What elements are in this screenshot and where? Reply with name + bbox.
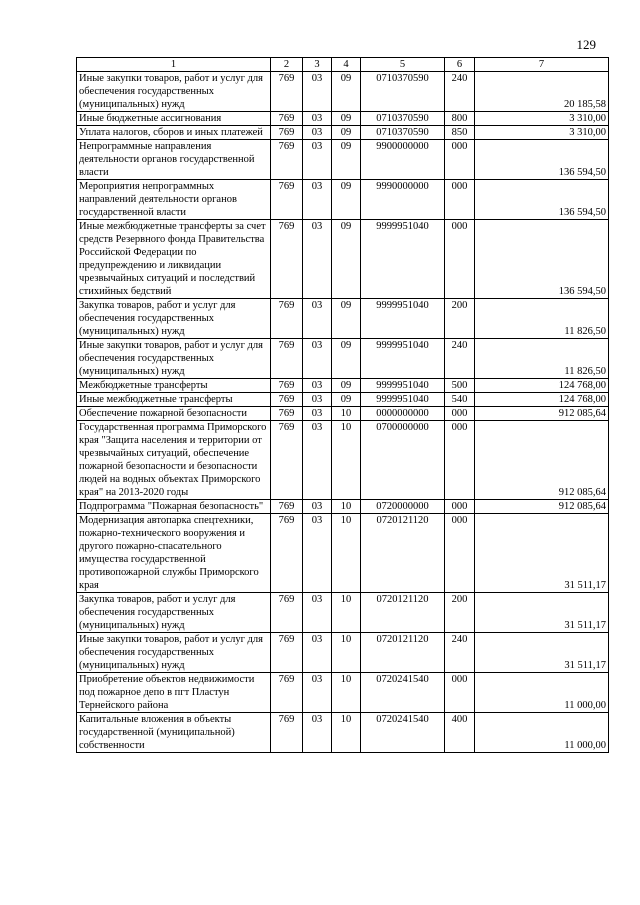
amount: 136 594,50	[475, 220, 609, 299]
section-code: 03	[303, 126, 332, 140]
section-code: 03	[303, 633, 332, 673]
section-code: 03	[303, 180, 332, 220]
expense-type-code: 200	[445, 593, 475, 633]
amount: 3 310,00	[475, 112, 609, 126]
expense-type-code: 000	[445, 407, 475, 421]
expense-type-code: 850	[445, 126, 475, 140]
row-name: Обеспечение пожарной безопасности	[77, 407, 271, 421]
section-code: 03	[303, 407, 332, 421]
target-article-code: 9900000000	[361, 140, 445, 180]
target-article-code: 0000000000	[361, 407, 445, 421]
expense-type-code: 800	[445, 112, 475, 126]
subsection-code: 10	[332, 593, 361, 633]
target-article-code: 0720121120	[361, 633, 445, 673]
amount: 31 511,17	[475, 593, 609, 633]
target-article-code: 9999951040	[361, 220, 445, 299]
section-code: 03	[303, 220, 332, 299]
section-code: 03	[303, 72, 332, 112]
subsection-code: 10	[332, 673, 361, 713]
target-article-code: 9999951040	[361, 379, 445, 393]
row-name: Межбюджетные трансферты	[77, 379, 271, 393]
amount: 11 000,00	[475, 673, 609, 713]
section-code: 03	[303, 339, 332, 379]
ministry-code: 769	[271, 126, 303, 140]
row-name: Приобретение объектов недвижимости под пожарное депо в пгт Пластун Тернейского района	[77, 673, 271, 713]
subsection-code: 09	[332, 180, 361, 220]
row-name: Уплата налогов, сборов и иных платежей	[77, 126, 271, 140]
section-code: 03	[303, 299, 332, 339]
expense-type-code: 400	[445, 713, 475, 753]
ministry-code: 769	[271, 514, 303, 593]
section-code: 03	[303, 393, 332, 407]
section-code: 03	[303, 140, 332, 180]
row-name: Иные межбюджетные трансферты	[77, 393, 271, 407]
expense-type-code: 240	[445, 72, 475, 112]
ministry-code: 769	[271, 673, 303, 713]
expense-type-code: 240	[445, 339, 475, 379]
amount: 31 511,17	[475, 514, 609, 593]
section-code: 03	[303, 112, 332, 126]
ministry-code: 769	[271, 500, 303, 514]
section-code: 03	[303, 500, 332, 514]
table-row	[77, 140, 609, 180]
amount: 912 085,64	[475, 407, 609, 421]
subsection-code: 09	[332, 112, 361, 126]
column-header: 3	[303, 58, 332, 72]
ministry-code: 769	[271, 407, 303, 421]
subsection-code: 10	[332, 407, 361, 421]
subsection-code: 09	[332, 393, 361, 407]
column-header: 5	[361, 58, 445, 72]
subsection-code: 10	[332, 633, 361, 673]
table-row	[77, 112, 609, 126]
table-row	[77, 633, 609, 673]
row-name: Иные закупки товаров, работ и услуг для обеспечения государственных (муниципальных) нужд	[77, 339, 271, 379]
row-name: Мероприятия непрограммных направлений деятельности органов государственной власти	[77, 180, 271, 220]
row-name: Капитальные вложения в объекты государственной (муниципальной) собственности	[77, 713, 271, 753]
table-row	[77, 593, 609, 633]
column-header: 2	[271, 58, 303, 72]
expense-type-code: 000	[445, 673, 475, 713]
subsection-code: 09	[332, 140, 361, 180]
ministry-code: 769	[271, 112, 303, 126]
row-name: Иные закупки товаров, работ и услуг для обеспечения государственных (муниципальных) нужд	[77, 72, 271, 112]
section-code: 03	[303, 421, 332, 500]
subsection-code: 10	[332, 500, 361, 514]
subsection-code: 09	[332, 339, 361, 379]
table-row	[77, 421, 609, 500]
target-article-code: 0710370590	[361, 112, 445, 126]
table-row	[77, 339, 609, 379]
budget-table	[76, 57, 609, 753]
subsection-code: 09	[332, 220, 361, 299]
row-name: Иные бюджетные ассигнования	[77, 112, 271, 126]
amount: 11 826,50	[475, 299, 609, 339]
amount: 912 085,64	[475, 421, 609, 500]
subsection-code: 10	[332, 713, 361, 753]
ministry-code: 769	[271, 633, 303, 673]
ministry-code: 769	[271, 299, 303, 339]
target-article-code: 9999951040	[361, 299, 445, 339]
target-article-code: 0720121120	[361, 593, 445, 633]
column-header: 4	[332, 58, 361, 72]
target-article-code: 0700000000	[361, 421, 445, 500]
subsection-code: 09	[332, 379, 361, 393]
target-article-code: 0720241540	[361, 673, 445, 713]
section-code: 03	[303, 673, 332, 713]
amount: 912 085,64	[475, 500, 609, 514]
target-article-code: 9999951040	[361, 393, 445, 407]
target-article-code: 0720121120	[361, 514, 445, 593]
table-row	[77, 500, 609, 514]
ministry-code: 769	[271, 421, 303, 500]
ministry-code: 769	[271, 180, 303, 220]
section-code: 03	[303, 379, 332, 393]
column-header: 6	[445, 58, 475, 72]
row-name: Иные межбюджетные трансферты за счет средств Резервного фонда Правительства Российской Федерации по предупреждению и ликвидации чрезвычайных ситуаций и последствий стихийных бедствий	[77, 220, 271, 299]
expense-type-code: 540	[445, 393, 475, 407]
amount: 124 768,00	[475, 379, 609, 393]
ministry-code: 769	[271, 593, 303, 633]
expense-type-code: 000	[445, 180, 475, 220]
table-row	[77, 126, 609, 140]
ministry-code: 769	[271, 140, 303, 180]
amount: 3 310,00	[475, 126, 609, 140]
subsection-code: 09	[332, 299, 361, 339]
expense-type-code: 200	[445, 299, 475, 339]
amount: 124 768,00	[475, 393, 609, 407]
amount: 31 511,17	[475, 633, 609, 673]
ministry-code: 769	[271, 72, 303, 112]
table-row	[77, 220, 609, 299]
amount: 136 594,50	[475, 180, 609, 220]
subsection-code: 09	[332, 126, 361, 140]
section-code: 03	[303, 514, 332, 593]
amount: 136 594,50	[475, 140, 609, 180]
ministry-code: 769	[271, 220, 303, 299]
table-row	[77, 180, 609, 220]
row-name: Модернизация автопарка спецтехники, пожарно-технического вооружения и другого пожарно-спасательного имущества государственной противопожарной службы Приморского края	[77, 514, 271, 593]
target-article-code: 0710370590	[361, 72, 445, 112]
amount: 11 826,50	[475, 339, 609, 379]
expense-type-code: 240	[445, 633, 475, 673]
table-row	[77, 407, 609, 421]
target-article-code: 9990000000	[361, 180, 445, 220]
section-code: 03	[303, 593, 332, 633]
target-article-code: 0720000000	[361, 500, 445, 514]
amount: 20 185,58	[475, 72, 609, 112]
subsection-code: 10	[332, 421, 361, 500]
row-name: Закупка товаров, работ и услуг для обеспечения государственных (муниципальных) нужд	[77, 593, 271, 633]
table-row	[77, 299, 609, 339]
column-header: 7	[475, 58, 609, 72]
row-name: Государственная программа Приморского края "Защита населения и территории от чрезвычайных ситуаций, обеспечение пожарной безопасности и безопасности людей на водных объектах Приморского края" на 2013-2020 годы	[77, 421, 271, 500]
ministry-code: 769	[271, 379, 303, 393]
table-row	[77, 514, 609, 593]
target-article-code: 0710370590	[361, 126, 445, 140]
row-name: Непрограммные направления деятельности органов государственной власти	[77, 140, 271, 180]
row-name: Закупка товаров, работ и услуг для обеспечения государственных (муниципальных) нужд	[77, 299, 271, 339]
expense-type-code: 000	[445, 421, 475, 500]
table-row	[77, 393, 609, 407]
ministry-code: 769	[271, 393, 303, 407]
table-header-row	[77, 58, 609, 72]
expense-type-code: 000	[445, 140, 475, 180]
table-row	[77, 379, 609, 393]
expense-type-code: 000	[445, 514, 475, 593]
table-row	[77, 713, 609, 753]
expense-type-code: 000	[445, 220, 475, 299]
row-name: Подпрограмма "Пожарная безопасность"	[77, 500, 271, 514]
column-header: 1	[77, 58, 271, 72]
expense-type-code: 000	[445, 500, 475, 514]
page-number: 129	[576, 37, 596, 52]
subsection-code: 10	[332, 514, 361, 593]
subsection-code: 09	[332, 72, 361, 112]
ministry-code: 769	[271, 339, 303, 379]
ministry-code: 769	[271, 713, 303, 753]
row-name: Иные закупки товаров, работ и услуг для обеспечения государственных (муниципальных) нужд	[77, 633, 271, 673]
expense-type-code: 500	[445, 379, 475, 393]
target-article-code: 9999951040	[361, 339, 445, 379]
section-code: 03	[303, 713, 332, 753]
table-row	[77, 673, 609, 713]
table-row	[77, 72, 609, 112]
target-article-code: 0720241540	[361, 713, 445, 753]
amount: 11 000,00	[475, 713, 609, 753]
